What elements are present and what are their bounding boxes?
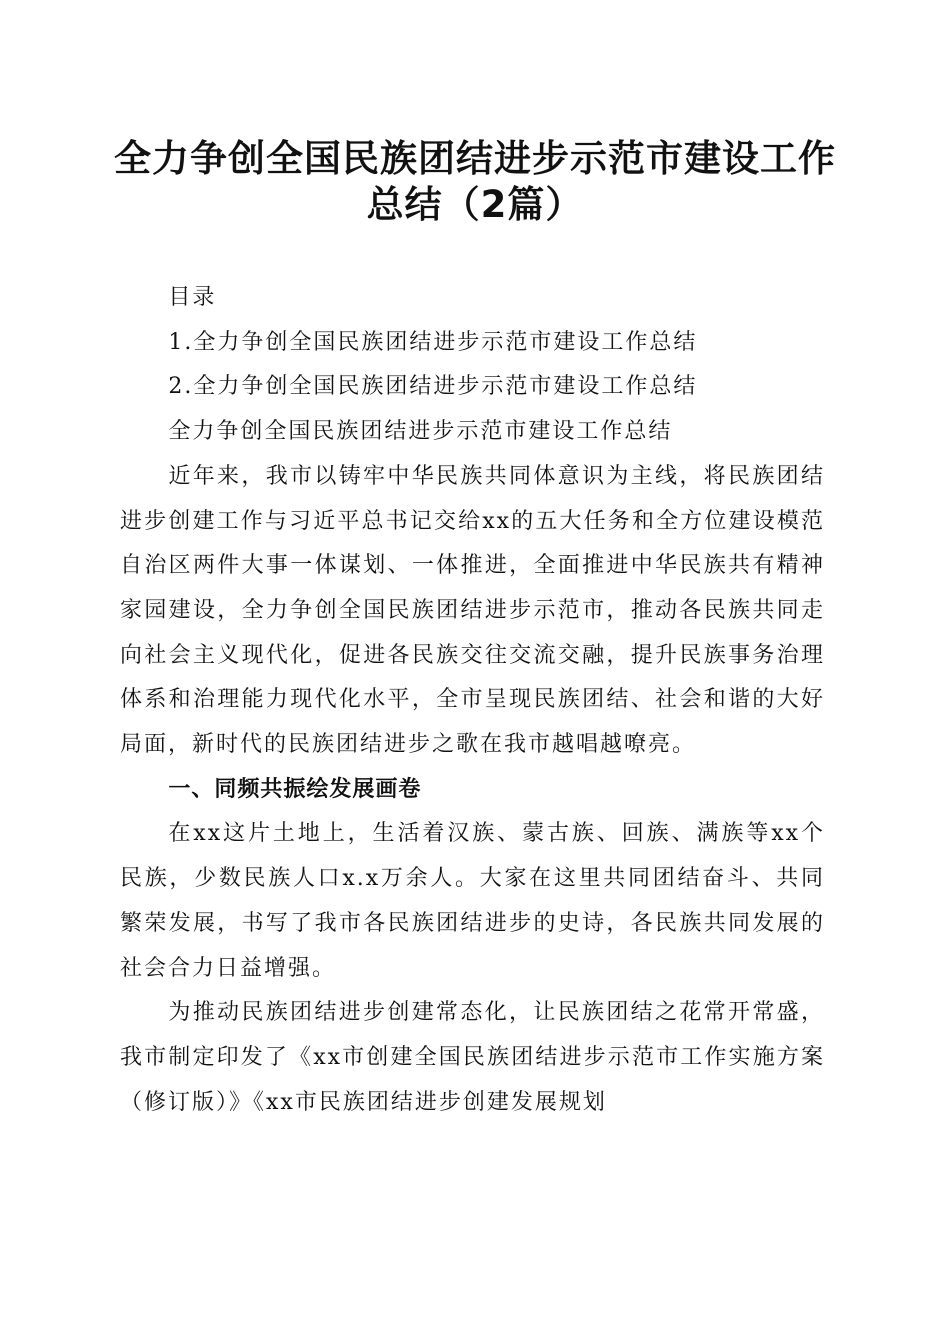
- document-title: 全力争创全国民族团结进步示范市建设工作总结（2篇）: [114, 137, 836, 226]
- toc-item-1: 1.全力争创全国民族团结进步示范市建设工作总结: [168, 329, 698, 355]
- toc-item-2: 2.全力争创全国民族团结进步示范市建设工作总结: [168, 374, 698, 400]
- toc-heading: 目录: [168, 285, 217, 310]
- section1-paragraph-1: 在xx这片土地上，生活着汉族、蒙古族、回族、满族等xx个民族，少数民族人口x.x万余人。大家在这里共同团结奋斗、共同繁荣发展，书写了我市各民族团结进步的史诗，各民族共同发展的社会合力日益增强。: [120, 821, 825, 981]
- intro-paragraph: 近年来，我市以铸牢中华民族共同体意识为主线，将民族团结进步创建工作与习近平总书记交给xx的五大任务和全方位建设模范自治区两件大事一体谋划、一体推进，全面推进中华民族共有精神家园建设，全力争创全国民族团结进步示范市，推动各民族共同走向社会主义现代化，促进各民族交往交流交融，提升民族事务治理体系和治理能力现代化水平，全市呈现民族团结、社会和谐的大好局面，新时代的民族团结进步之歌在我市越唱越嘹亮。: [120, 463, 825, 758]
- section1-paragraph-2: 为推动民族团结进步创建常态化，让民族团结之花常开常盛，我市制定印发了《xx市创建全国民族团结进步示范市工作实施方案（修订版）》《xx市民族团结进步创建发展规划: [120, 1000, 825, 1115]
- article-title: 全力争创全国民族团结进步示范市建设工作总结: [168, 419, 673, 445]
- document-body: [120, 276, 825, 1125]
- section-heading-1: 一、同频共振绘发展画卷: [168, 776, 422, 802]
- table-of-contents: [120, 276, 825, 410]
